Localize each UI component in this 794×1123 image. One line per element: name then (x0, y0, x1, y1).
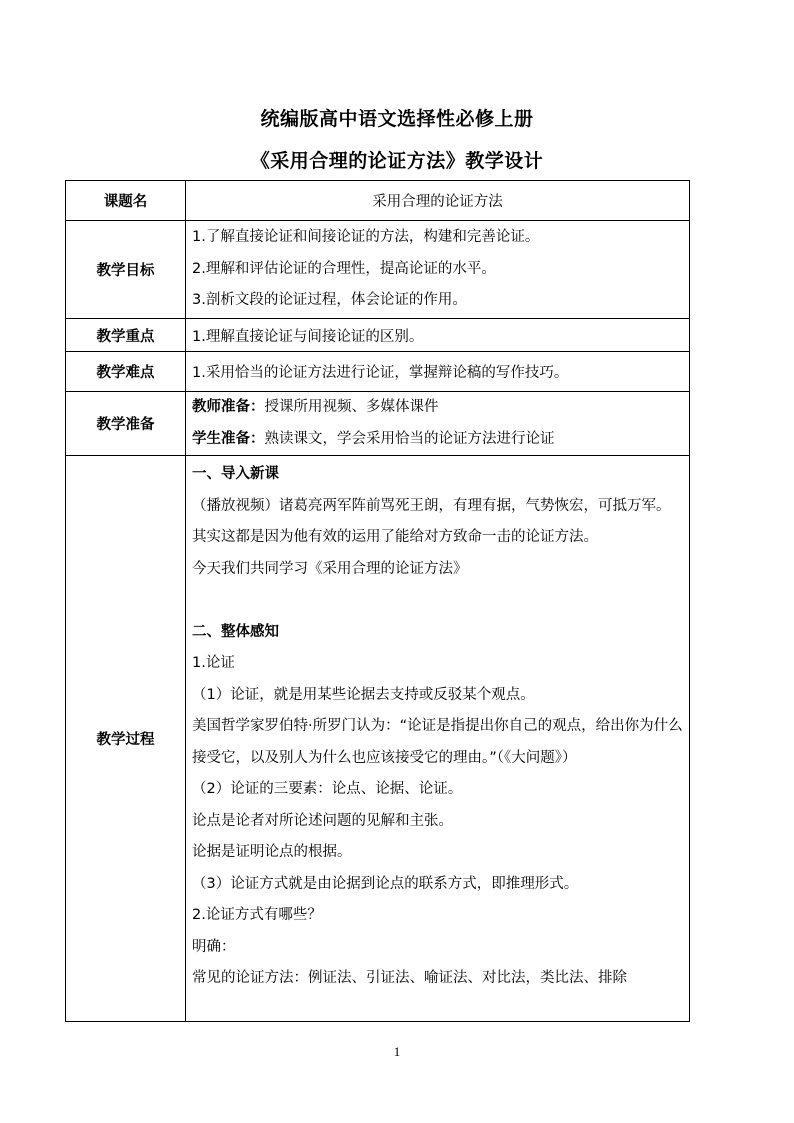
section-heading: 二、整体感知 (192, 623, 279, 640)
objective-item: 1.了解直接论证和间接论证的方法，构建和完善论证。 (192, 229, 540, 246)
row-preparation (66, 392, 690, 456)
intro-paragraph: （播放视频）诸葛亮两军阵前骂死王朗，有理有据，气势恢宏，可抵万军。其实这都是因为他有效的运用了能给对方致命一击的论证方法。 (192, 497, 671, 545)
key-points-value: 1.理解直接论证与间接论证的区别。 (186, 319, 690, 352)
intro-paragraph: 今天我们共同学习《采用合理的论证方法》 (192, 560, 468, 577)
topic-value: 采用合理的论证方法 (186, 181, 690, 221)
topic-label: 课题名 (66, 181, 186, 221)
student-prep-label: 学生准备： (192, 430, 265, 447)
process-cell (186, 456, 690, 1022)
row-difficulties (66, 352, 690, 392)
row-objectives (66, 221, 690, 319)
process-label: 教学过程 (66, 456, 186, 1022)
objective-item: 2.理解和评估论证的合理性，提高论证的水平。 (192, 260, 496, 277)
objective-item: 3.剖析文段的论证过程，体会论证的作用。 (192, 292, 467, 309)
teacher-prep (192, 392, 683, 424)
document-subtitle: 《采用合理的论证方法》教学设计 (250, 150, 544, 172)
section-heading: 一、导入新课 (192, 466, 279, 482)
teacher-prep-label: 教师准备： (192, 399, 265, 415)
row-process (66, 456, 690, 1022)
row-topic (66, 181, 690, 221)
teacher-prep-value: 授课所用视频、多媒体课件 (264, 399, 439, 415)
objectives-label: 教学目标 (66, 221, 186, 319)
lesson-plan-table (65, 180, 690, 1022)
process-item: 论据是证明论点的根据。 (192, 844, 352, 860)
document-title: 统编版高中语文选择性必修上册 (260, 108, 534, 130)
process-item: 常见的论证方法：例证法、引证法、喻证法、对比法，类比法、排除 (192, 970, 627, 986)
preparation-cell (186, 392, 690, 456)
difficulties-value: 1.采用恰当的论证方法进行论证，掌握辩论稿的写作技巧。 (186, 352, 690, 392)
row-key-points (66, 319, 690, 352)
process-item: （2）论证的三要素：论点、论据、论证。 (192, 781, 463, 797)
difficulties-label: 教学难点 (66, 352, 186, 392)
process-item: 2.论证方式有哪些？ (192, 907, 322, 923)
objectives-cell (186, 221, 690, 319)
process-item: 1.论证 (192, 655, 235, 671)
page-number: 1 (393, 1044, 401, 1059)
preparation-label: 教学准备 (66, 392, 186, 456)
student-prep (192, 424, 683, 456)
blank-line (192, 585, 683, 617)
process-item: 论点是论者对所论述问题的见解和主张。 (192, 812, 453, 829)
process-item: 明确： (192, 938, 236, 955)
process-item: （1）论证，就是用某些论据去支持或反驳某个观点。 (192, 686, 535, 703)
quote-paragraph: 美国哲学家罗伯特·所罗门认为：“论证是指提出你自己的观点，给出你为什么接受它，以及别人为什么也应该接受它的理由。”（《大问题》） (192, 718, 683, 766)
process-item: （3）论证方式就是由论据到论点的联系方式，即推理形式。 (192, 875, 579, 892)
key-points-label: 教学重点 (66, 319, 186, 352)
student-prep-value: 熟读课文，学会采用恰当的论证方法进行论证 (264, 430, 555, 447)
